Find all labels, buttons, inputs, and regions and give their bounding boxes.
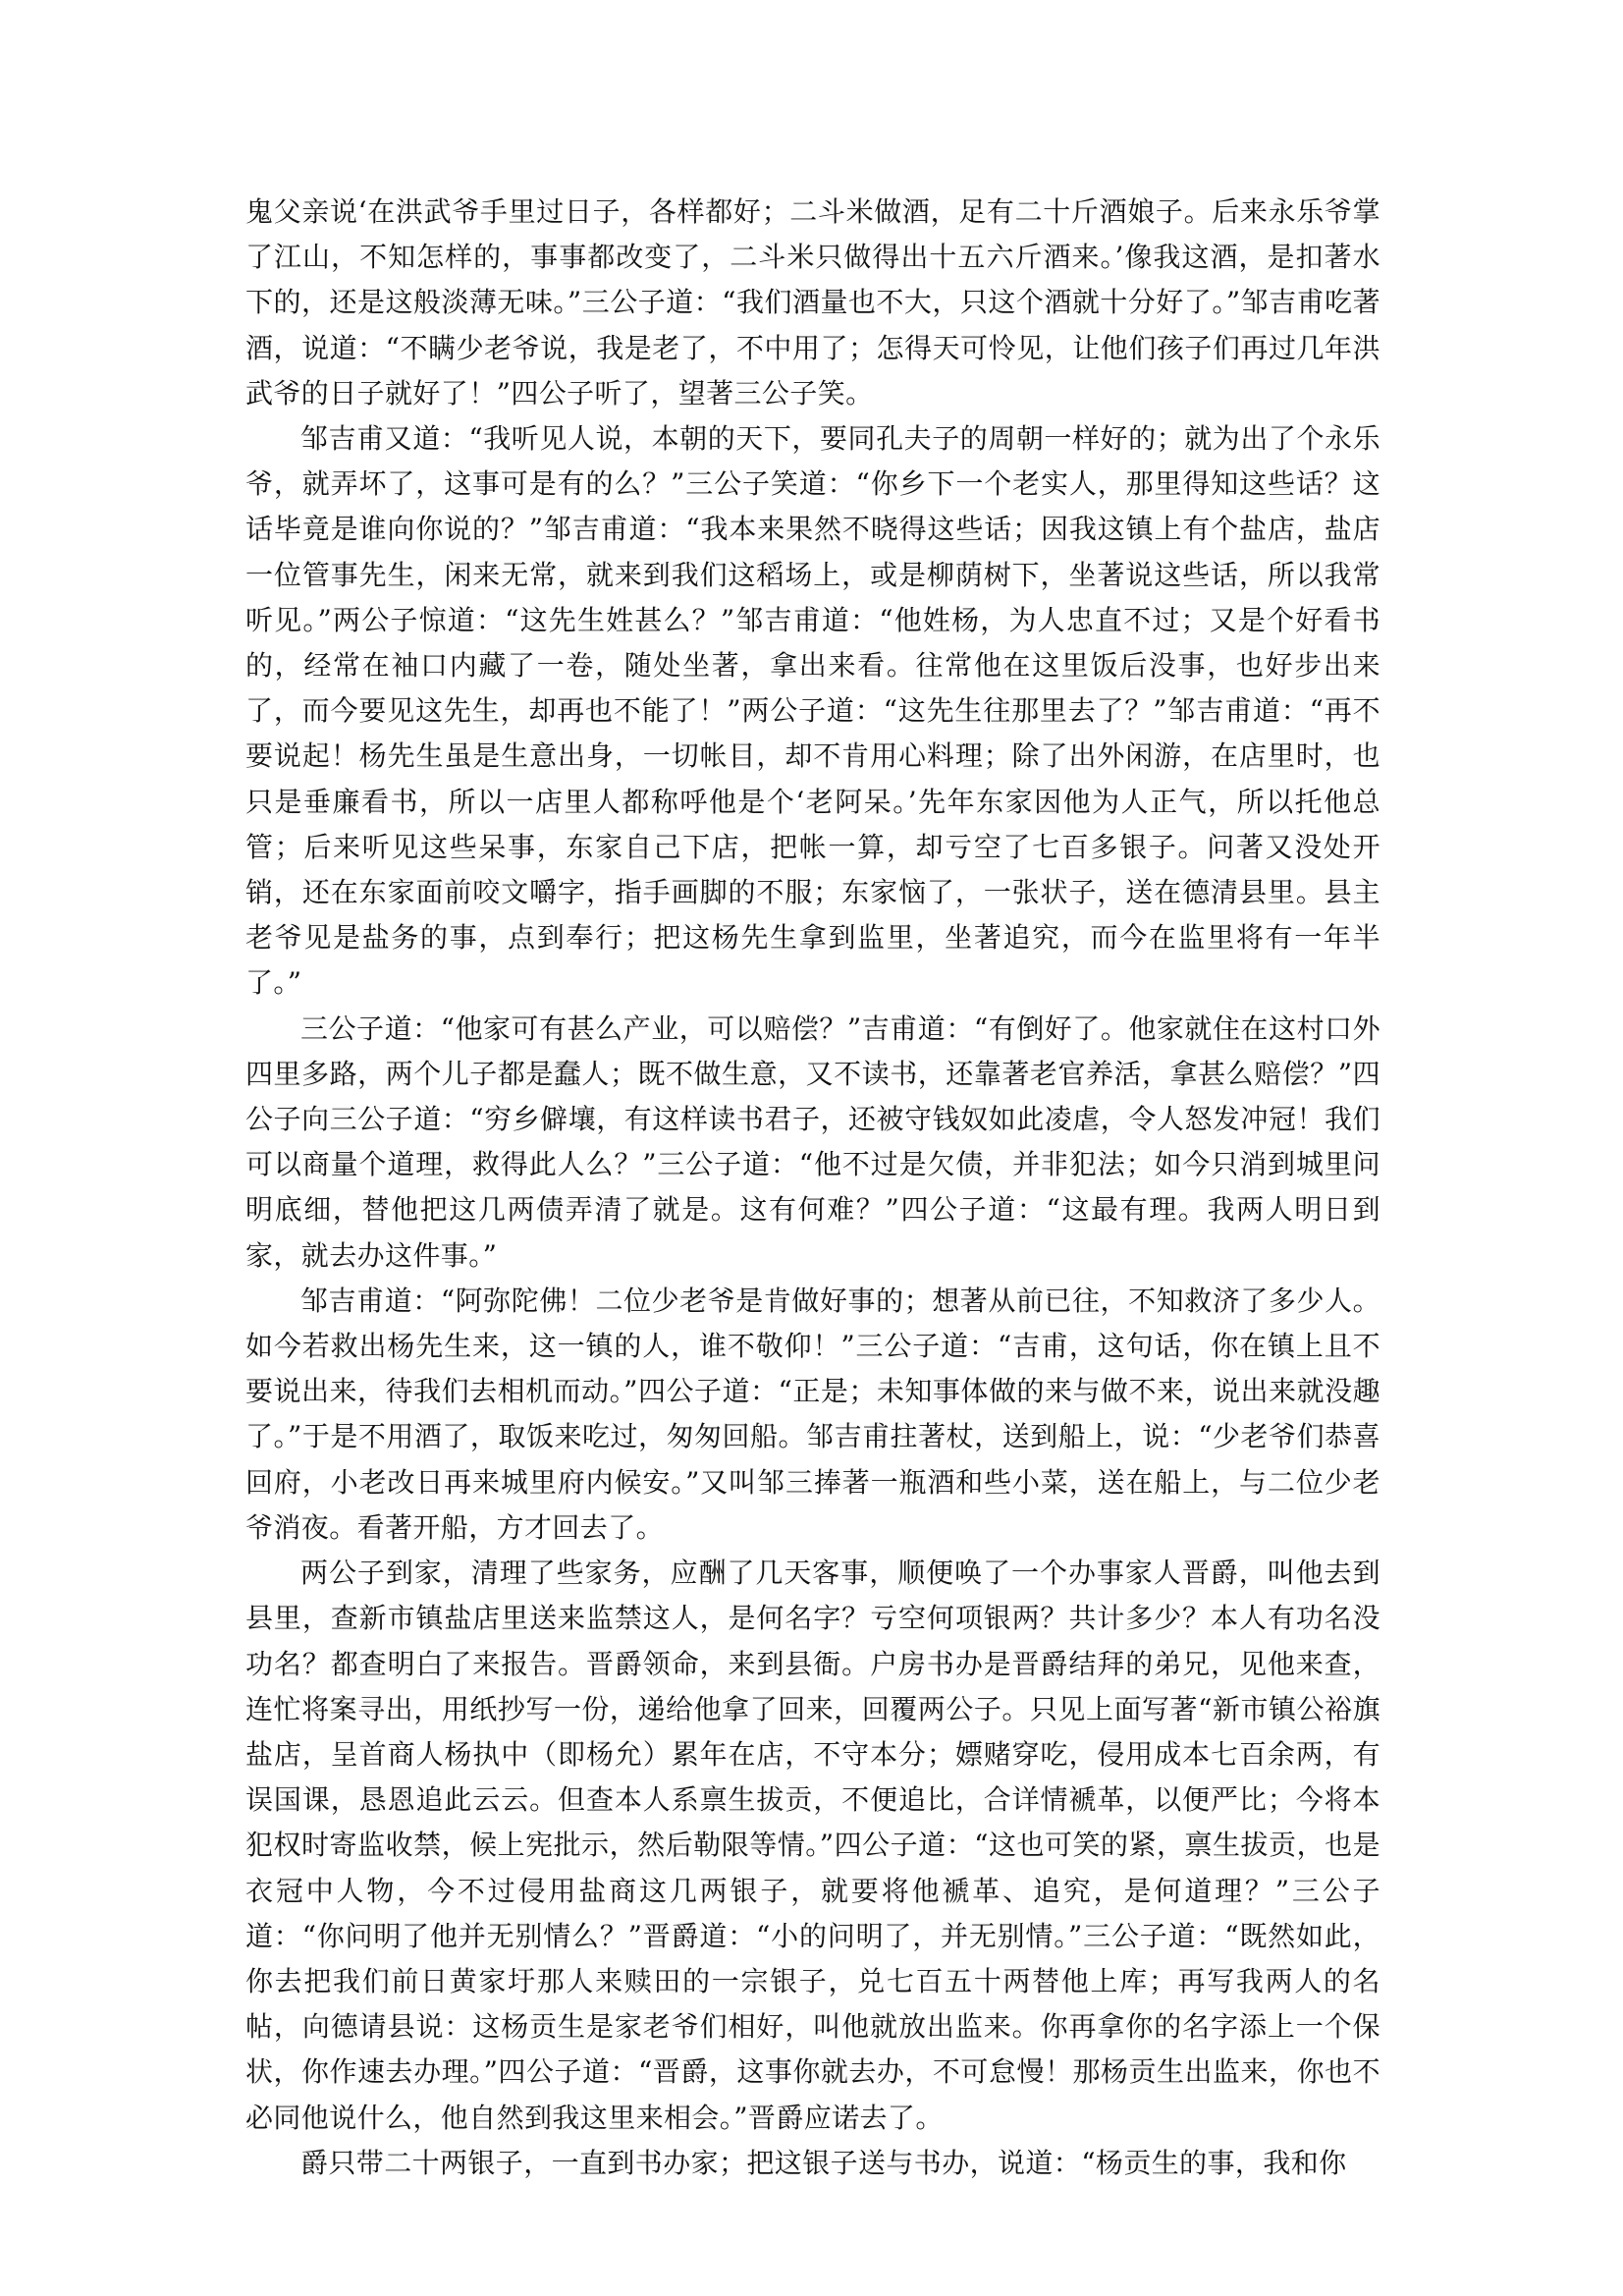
paragraph-5: 两公子到家，清理了些家务，应酬了几天客事，顺便唤了一个办事家人晋爵，叫他去到县里，查新市镇盐店里送来监禁这人，是何名字？亏空何项银两？共计多少？本人有功名没功名？都查明白了来报告。晋爵领命，来到县衙。户房书办是晋爵结拜的弟兄，见他来查，连忙将案寻出，用纸抄写一份，递给他拿了回来，回覆两公子。只见上面写著“新市镇公裕旗盐店，呈首商人杨执中（即杨允）累年在店，不守本分；嫖赌穿吃，侵用成本七百余两，有误国课，恳恩追此云云。但查本人系禀生拔贡，不便追比，合详情褫革，以便严比；今将本犯权时寄监收禁，候上宪批示，然后勒限等情。”四公子道：“这也可笑的紧，禀生拔贡，也是衣冠中人物，今不过侵用盐商这几两银子，就要将他褫革、追究，是何道理？”三公子道：“你问明了他并无别情么？”晋爵道：“小的问明了，并无别情。”三公子道：“既然如此，你去把我们前日黄家圩那人来赎田的一宗银子，兑七百五十两替他上库；再写我两人的名帖，向德请县说：这杨贡生是家老爷们相好，叫他就放出监来。你再拿你的名字添上一个保状，你作速去办理。”四公子道：“晋爵，这事你就去办，不可怠慢！那杨贡生出监来，你也不必同他说什么，他自然到我这里来相会。”晋爵应诺去了。 xyxy=(245,1557,1380,2134)
document-page xyxy=(245,190,1380,2186)
paragraph-1: 鬼父亲说‘在洪武爷手里过日子，各样都好；二斗米做酒，足有二十斤酒娘子。后来永乐爷掌了江山，不知怎样的，事事都改变了，二斗米只做得出十五六斤酒来。’像我这酒，是扣著水下的，还是这般淡薄无味。”三公子道：“我们酒量也不大，只这个酒就十分好了。”邹吉甫吃著酒，说道：“不瞒少老爷说，我是老了，不中用了；怎得天可怜见，让他们孩子们再过几年洪武爷的日子就好了！”四公子听了，望著三公子笑。 xyxy=(245,195,1380,410)
paragraph-6: 爵只带二十两银子，一直到书办家；把这银子送与书办，说道：“杨贡生的事，我和你 xyxy=(300,2146,1347,2179)
paragraph-3: 三公子道：“他家可有甚么产业，可以赔偿？”吉甫道：“有倒好了。他家就住在这村口外四里多路，两个儿子都是蠢人；既不做生意，又不读书，还靠著老官养活，拿甚么赔偿？”四公子向三公子道：“穷乡僻壤，有这样读书君子，还被守钱奴如此凌虐，令人怒发冲冠！我们可以商量个道理，救得此人么？”三公子道：“他不过是欠债，并非犯法；如今只消到城里问明底细，替他把这几两债弄清了就是。这有何难？”四公子道：“这最有理。我两人明日到家，就去办这件事。” xyxy=(245,1011,1380,1272)
paragraph-4: 邹吉甫道：“阿弥陀佛！二位少老爷是肯做好事的；想著从前已往，不知救济了多少人。如今若救出杨先生来，这一镇的人，谁不敬仰！”三公子道：“吉甫，这句话，你在镇上且不要说出来，待我们去相机而动。”四公子道：“正是；未知事体做的来与做不来，说出来就没趣了。”于是不用酒了，取饭来吃过，匆匆回船。邹吉甫拄著杖，送到船上，说：“少老爷们恭喜回府，小老改日再来城里府内候安。”又叫邹三捧著一瓶酒和些小菜，送在船上，与二位少老爷消夜。看著开船，方才回去了。 xyxy=(245,1284,1380,1544)
paragraph-2: 邹吉甫又道：“我听见人说，本朝的天下，要同孔夫子的周朝一样好的；就为出了个永乐爷，就弄坏了，这事可是有的么？”三公子笑道：“你乡下一个老实人，那里得知这些话？这话毕竟是谁向你说的？”邹吉甫道：“我本来果然不晓得这些话；因我这镇上有个盐店，盐店一位管事先生，闲来无常，就来到我们这稻场上，或是柳荫树下，坐著说这些话，所以我常听见。”两公子惊道：“这先生姓甚么？”邹吉甫道：“他姓杨，为人忠直不过；又是个好看书的，经常在袖口内藏了一卷，随处坐著，拿出来看。往常他在这里饭后没事，也好步出来了，而今要见这先生，却再也不能了！”两公子道：“这先生往那里去了？”邹吉甫道：“再不要说起！杨先生虽是生意出身，一切帐目，却不肯用心料理；除了出外闲游，在店里时，也只是垂廉看书，所以一店里人都称呼他是个‘老阿呆。’先年东家因他为人正气，所以托他总管；后来听见这些呆事，东家自己下店，把帐一算，却亏空了七百多银子。问著又没处开销，还在东家面前咬文嚼字，指手画脚的不服；东家恼了，一张状子，送在德清县里。县主老爷见是盐务的事，点到奉行；把这杨先生拿到监里，坐著追究，而今在监里将有一年半了。” xyxy=(245,422,1380,1000)
